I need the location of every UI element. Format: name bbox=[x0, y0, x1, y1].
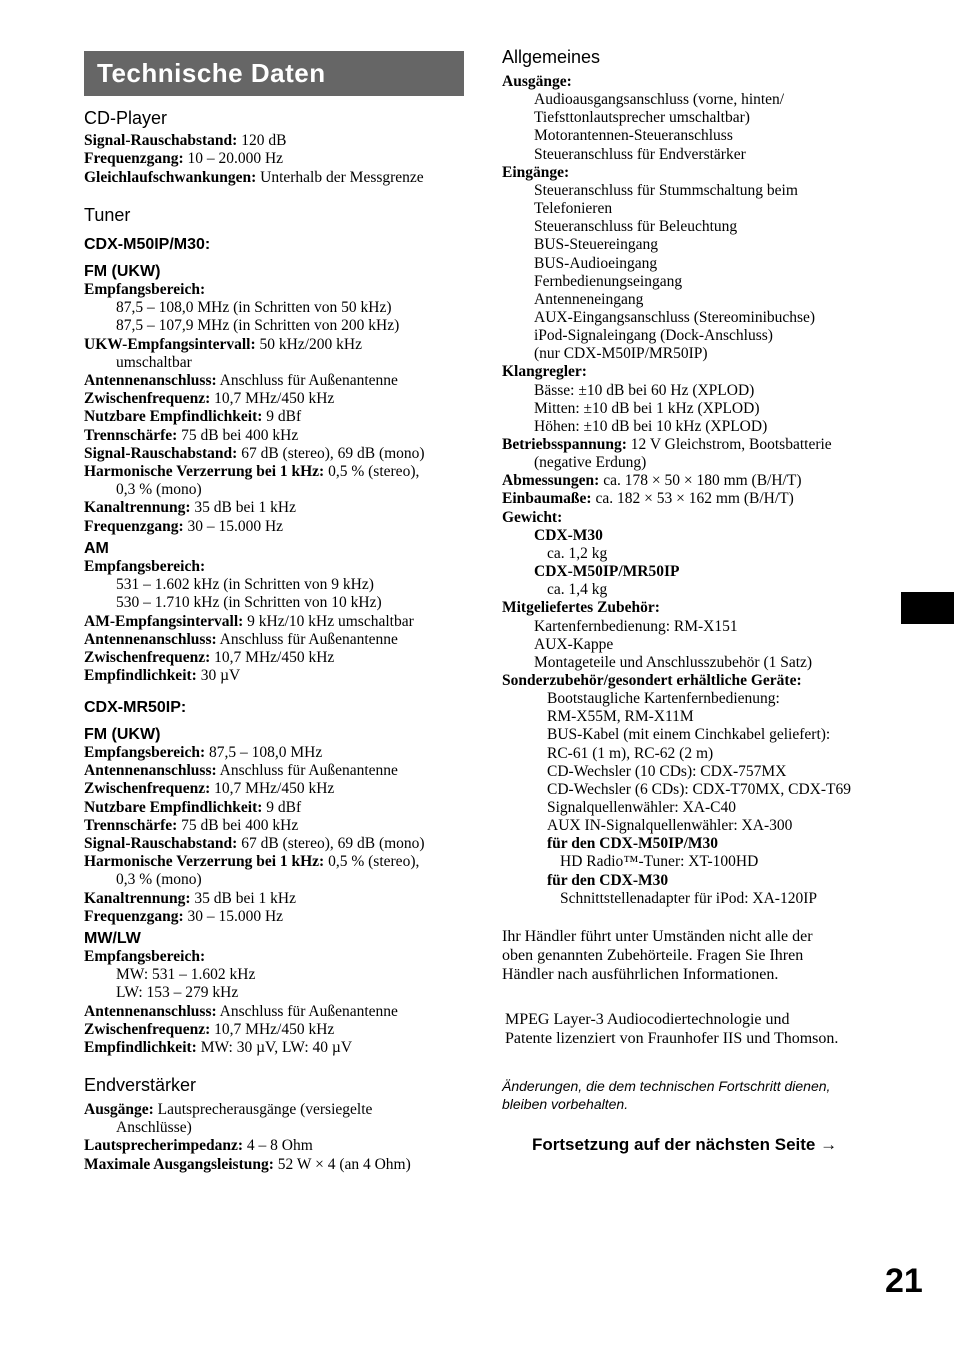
spec-line: Fernbedienungseingang bbox=[534, 272, 683, 290]
spec-line: 0,3 % (mono) bbox=[116, 481, 202, 499]
dealer-line: oben genannten Zubehörteile. Fragen Sie Ihren bbox=[502, 947, 804, 964]
spec-line: Motorantennen-Steueranschluss bbox=[534, 127, 733, 145]
mpeg-line: MPEG Layer-3 Audiocodiertechnologie und bbox=[505, 1011, 790, 1028]
spec-line: Empfangsbereich: bbox=[84, 281, 206, 298]
spec-line: Anschlüsse) bbox=[116, 1119, 192, 1137]
spec-line: für den CDX-M30 bbox=[547, 871, 669, 889]
spec-line: CDX-M30 bbox=[534, 526, 603, 544]
spec-line: CDX-M50IP/MR50IP bbox=[534, 563, 680, 581]
spec-line: UKW-Empfangsintervall: 50 kHz/200 kHz bbox=[84, 335, 362, 353]
spec-line: Klangregler: bbox=[502, 363, 587, 381]
change-notice: Änderungen, die dem technischen Fortschritt dienen, bbox=[502, 1078, 831, 1094]
spec-line: 87,5 – 108,0 MHz (in Schritten von 50 kHz) bbox=[116, 299, 392, 317]
arrow-right-icon: → bbox=[820, 1135, 838, 1154]
spec-line: Schnittstellenadapter für iPod: XA-120IP bbox=[560, 889, 817, 907]
spec-line: ca. 1,4 kg bbox=[547, 581, 608, 599]
change-notice: bleiben vorbehalten. bbox=[502, 1096, 629, 1112]
spec-line: RC-61 (1 m), RC-62 (2 m) bbox=[547, 744, 714, 762]
spec-line: ca. 1,2 kg bbox=[547, 544, 608, 562]
page-number: 21 bbox=[885, 1262, 923, 1300]
spec-line: Höhen: ±10 dB bei 10 kHz (XPLOD) bbox=[534, 417, 768, 435]
spec-line: AUX-Eingangsanschluss (Stereominibuchse) bbox=[534, 308, 816, 326]
spec-line: BUS-Steuereingang bbox=[534, 236, 658, 254]
spec-line: Signal-Rauschabstand: 120 dB bbox=[84, 132, 287, 149]
spec-line: BUS-Audioeingang bbox=[534, 254, 658, 272]
spec-line: Nutzbare Empfindlichkeit: 9 dBf bbox=[84, 798, 302, 816]
spec-line: HD Radio™-Tuner: XT-100HD bbox=[560, 853, 759, 871]
spec-line: Ausgänge: bbox=[502, 73, 572, 90]
dealer-line: Ihr Händler führt unter Umständen nicht alle der bbox=[502, 928, 813, 945]
mpeg-line: Patente lizenziert von Fraunhofer IIS und Thomson. bbox=[505, 1030, 839, 1047]
spec-line: Zwischenfrequenz: 10,7 MHz/450 kHz bbox=[84, 649, 335, 666]
spec-line: Steueranschluss für Beleuchtung bbox=[534, 218, 738, 236]
spec-line: BUS-Kabel (mit einem Cinchkabel geliefert): bbox=[547, 726, 831, 744]
spec-line: Empfindlichkeit: MW: 30 µV, LW: 40 µV bbox=[84, 1039, 353, 1056]
spec-line: Betriebsspannung: 12 V Gleichstrom, Bootsbatterie bbox=[502, 436, 832, 453]
spec-line: Zwischenfrequenz: 10,7 MHz/450 kHz bbox=[84, 780, 335, 798]
mwlw-heading: MW/LW bbox=[84, 930, 141, 947]
spec-line: LW: 153 – 279 kHz bbox=[116, 984, 239, 1002]
spec-line: Frequenzgang: 30 – 15.000 Hz bbox=[84, 907, 284, 925]
continued-note bbox=[532, 1135, 837, 1155]
spec-line: Harmonische Verzerrung bei 1 kHz: 0,5 % (stereo), bbox=[84, 853, 420, 871]
general-heading: Allgemeines bbox=[502, 47, 601, 67]
spec-line: Signal-Rauschabstand: 67 dB (stereo), 69 dB (mono) bbox=[84, 835, 425, 852]
spec-line: AUX IN-Signalquellenwähler: XA-300 bbox=[547, 817, 793, 835]
spec-line: Antennenanschluss: Anschluss für Außenantenne bbox=[84, 762, 398, 780]
spec-line: Antennenanschluss: Anschluss für Außenantenne bbox=[84, 1002, 398, 1020]
spec-line: RM-X55M, RM-X11M bbox=[547, 708, 694, 726]
dealer-line: Händler nach ausführlichen Informationen. bbox=[502, 966, 779, 983]
spec-line: Bässe: ±10 dB bei 60 Hz (XPLOD) bbox=[534, 381, 755, 399]
spec-line: 530 – 1.710 kHz (in Schritten von 10 kHz) bbox=[116, 594, 382, 612]
spec-line: Antenneneingang bbox=[534, 290, 644, 308]
spec-line: Signalquellenwähler: XA-C40 bbox=[547, 799, 736, 816]
spec-line: Lautsprecherimpedanz: 4 – 8 Ohm bbox=[84, 1137, 313, 1155]
page-title: Technische Daten bbox=[84, 51, 464, 96]
spec-line: Steueranschluss für Stummschaltung beim bbox=[534, 181, 798, 199]
spec-line: für den CDX-M50IP/M30 bbox=[547, 835, 719, 853]
spec-line: Signal-Rauschabstand: 67 dB (stereo), 69 dB (mono) bbox=[84, 444, 425, 462]
tuner-heading: Tuner bbox=[84, 205, 131, 225]
spec-line: Kanaltrennung: 35 dB bei 1 kHz bbox=[84, 889, 297, 907]
spec-line: Telefonieren bbox=[534, 200, 613, 218]
spec-line: (negative Erdung) bbox=[534, 454, 647, 472]
spec-line: CD-Wechsler (6 CDs): CDX-T70MX, CDX-T69 bbox=[547, 780, 851, 798]
spec-line: 531 – 1.602 kHz (in Schritten von 9 kHz) bbox=[116, 576, 374, 594]
spec-line: iPod-Signaleingang (Dock-Anschluss) bbox=[534, 327, 773, 345]
spec-line: Montageteile und Anschlusszubehör (1 Satz) bbox=[534, 653, 813, 671]
continued-label: Fortsetzung auf der nächsten Seite bbox=[532, 1135, 816, 1154]
spec-line: Bootstaugliche Kartenfernbedienung: bbox=[547, 690, 780, 708]
section-tab-marker bbox=[901, 592, 954, 624]
spec-line: AUX-Kappe bbox=[534, 635, 614, 653]
spec-line: Antennenanschluss: Anschluss für Außenantenne bbox=[84, 372, 398, 389]
spec-line: Abmessungen: ca. 178 × 50 × 180 mm (B/H/T) bbox=[502, 472, 802, 490]
spec-line: AM-Empfangsintervall: 9 kHz/10 kHz umschaltbar bbox=[84, 612, 414, 630]
spec-line: MW: 531 – 1.602 kHz bbox=[116, 966, 256, 984]
spec-line: Empfangsbereich: bbox=[84, 948, 206, 965]
spec-line: Kanaltrennung: 35 dB bei 1 kHz bbox=[84, 499, 297, 517]
spec-line: Gewicht: bbox=[502, 508, 563, 526]
spec-line: Kartenfernbedienung: RM-X151 bbox=[534, 617, 738, 635]
spec-line: Sonderzubehör/gesondert erhältliche Geräte: bbox=[502, 671, 802, 689]
spec-line: Gleichlaufschwankungen: Unterhalb der Messgrenze bbox=[84, 169, 424, 186]
spec-line: Frequenzgang: 10 – 20.000 Hz bbox=[84, 150, 284, 167]
spec-line: Mitgeliefertes Zubehör: bbox=[502, 599, 660, 617]
spec-line: Trennschärfe: 75 dB bei 400 kHz bbox=[84, 426, 299, 444]
spec-line: umschaltbar bbox=[116, 353, 192, 371]
spec-line: Mitten: ±10 dB bei 1 kHz (XPLOD) bbox=[534, 399, 760, 417]
spec-line: Eingänge: bbox=[502, 163, 570, 181]
spec-line: Frequenzgang: 30 – 15.000 Hz bbox=[84, 517, 284, 535]
spec-line: Empfangsbereich: bbox=[84, 558, 206, 575]
spec-line: Empfindlichkeit: 30 µV bbox=[84, 667, 241, 685]
spec-line: Einbaumaße: ca. 182 × 53 × 162 mm (B/H/T) bbox=[502, 490, 794, 508]
cd-player-heading: CD-Player bbox=[84, 108, 168, 128]
fm-heading: FM (UKW) bbox=[84, 726, 161, 743]
amplifier-heading: Endverstärker bbox=[84, 1075, 197, 1095]
spec-line: 0,3 % (mono) bbox=[116, 871, 202, 889]
spec-line: (nur CDX-M50IP/MR50IP) bbox=[534, 345, 708, 363]
spec-line: Harmonische Verzerrung bei 1 kHz: 0,5 % (stereo), bbox=[84, 463, 420, 480]
spec-line: Ausgänge: Lautsprecherausgänge (versiegelte bbox=[84, 1101, 373, 1118]
spec-line: Zwischenfrequenz: 10,7 MHz/450 kHz bbox=[84, 1020, 335, 1038]
spec-line: Steueranschluss für Endverstärker bbox=[534, 145, 746, 163]
spec-line: Nutzbare Empfindlichkeit: 9 dBf bbox=[84, 408, 302, 426]
fm-heading: FM (UKW) bbox=[84, 263, 161, 280]
spec-line: Antennenanschluss: Anschluss für Außenantenne bbox=[84, 630, 398, 648]
spec-line: Audioausgangsanschluss (vorne, hinten/ bbox=[534, 91, 785, 109]
spec-line: CD-Wechsler (10 CDs): CDX-757MX bbox=[547, 762, 787, 780]
spec-line: Maximale Ausgangsleistung: 52 W × 4 (an 4 Ohm) bbox=[84, 1155, 411, 1173]
spec-line: Empfangsbereich: 87,5 – 108,0 MHz bbox=[84, 744, 323, 761]
spec-line: 87,5 – 107,9 MHz (in Schritten von 200 kHz) bbox=[116, 317, 400, 335]
spec-line: Tiefsttonlautsprecher umschaltbar) bbox=[534, 109, 750, 127]
model-heading: CDX-MR50IP: bbox=[84, 699, 187, 716]
spec-line: Zwischenfrequenz: 10,7 MHz/450 kHz bbox=[84, 390, 335, 408]
spec-line: Trennschärfe: 75 dB bei 400 kHz bbox=[84, 816, 299, 834]
model-heading: CDX-M50IP/M30: bbox=[84, 236, 211, 253]
am-heading: AM bbox=[84, 540, 109, 557]
